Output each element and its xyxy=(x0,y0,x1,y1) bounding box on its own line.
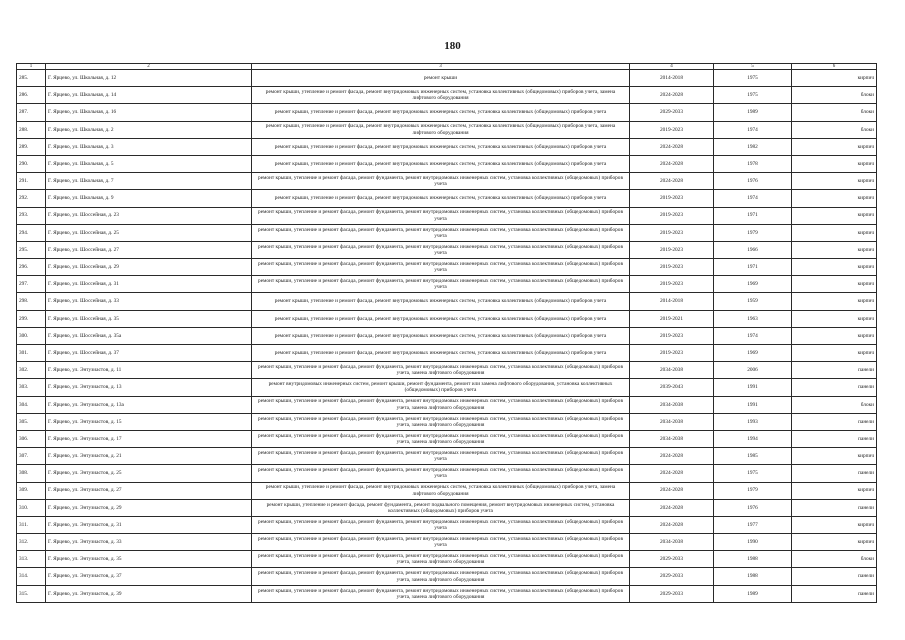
material-cell: кирпич xyxy=(792,310,877,327)
material-cell: панели xyxy=(792,362,877,379)
row-number: 309. xyxy=(17,482,46,499)
material-cell: панели xyxy=(792,568,877,585)
table-row xyxy=(17,551,877,568)
year-cell: 1976 xyxy=(714,499,792,516)
address-cell: Г. Ярцево, ул. Школьная, д. 16 xyxy=(46,104,252,121)
table-row xyxy=(17,448,877,465)
row-number: 310. xyxy=(17,499,46,516)
address-cell: Г. Ярцево, ул. Шоссейная, д. 33 xyxy=(46,293,252,310)
address-cell: Г. Ярцево, ул. Школьная, д. 3 xyxy=(46,138,252,155)
year-cell: 1974 xyxy=(714,121,792,138)
row-number: 303. xyxy=(17,379,46,396)
table-row xyxy=(17,534,877,551)
material-cell: панели xyxy=(792,465,877,482)
address-cell: Г. Ярцево, ул. Шоссейная, д. 29 xyxy=(46,259,252,276)
table-row xyxy=(17,138,877,155)
address-cell: Г. Ярцево, ул. Энтузиастов, д. 33 xyxy=(46,534,252,551)
period-cell: 2024-2028 xyxy=(630,499,714,516)
material-cell: блоки xyxy=(792,396,877,413)
year-cell: 1975 xyxy=(714,465,792,482)
column-header: 5 xyxy=(714,64,792,70)
period-cell: 2019-2023 xyxy=(630,121,714,138)
material-cell: кирпич xyxy=(792,173,877,190)
works-cell: ремонт крыши, утепление и ремонт фасада, ремонт фундамента, ремонт внутридомовых инженерных систем, установка коллективных (общедомовых) приборов учета, замена лифтового оборудования xyxy=(252,585,630,602)
material-cell: кирпич xyxy=(792,241,877,258)
row-number: 311. xyxy=(17,516,46,533)
table-row xyxy=(17,155,877,172)
material-cell: кирпич xyxy=(792,327,877,344)
period-cell: 2024-2028 xyxy=(630,155,714,172)
row-number: 286. xyxy=(17,87,46,104)
material-cell: панели xyxy=(792,585,877,602)
table-row xyxy=(17,224,877,241)
works-cell: ремонт крыши, утепление и ремонт фасада, ремонт фундамента, ремонт подвального помещения, ремонт внутридомовых инженерных систем, установка коллективных (общедомовых) приборов учета xyxy=(252,499,630,516)
address-cell: Г. Ярцево, ул. Энтузиастов, д. 11 xyxy=(46,362,252,379)
year-cell: 1975 xyxy=(714,70,792,87)
year-cell: 1977 xyxy=(714,516,792,533)
material-cell: блоки xyxy=(792,87,877,104)
year-cell: 1971 xyxy=(714,259,792,276)
table-row xyxy=(17,241,877,258)
row-number: 300. xyxy=(17,327,46,344)
year-cell: 1974 xyxy=(714,327,792,344)
year-cell: 1985 xyxy=(714,448,792,465)
row-number: 287. xyxy=(17,104,46,121)
works-cell: ремонт крыши, утепление и ремонт фасада, ремонт внутридомовых инженерных систем, установка коллективных (общедомовых) приборов учета xyxy=(252,155,630,172)
table-row xyxy=(17,568,877,585)
material-cell: панели xyxy=(792,430,877,447)
row-number: 298. xyxy=(17,293,46,310)
table-row xyxy=(17,413,877,430)
address-cell: Г. Ярцево, ул. Шоссейная, д. 35а xyxy=(46,327,252,344)
works-cell: ремонт крыши, утепление и ремонт фасада, ремонт внутридомовых инженерных систем, установка коллективных (общедомовых) приборов учета xyxy=(252,327,630,344)
period-cell: 2019-2023 xyxy=(630,190,714,207)
year-cell: 1975 xyxy=(714,87,792,104)
row-number: 307. xyxy=(17,448,46,465)
period-cell: 2019-2023 xyxy=(630,327,714,344)
row-number: 285. xyxy=(17,70,46,87)
works-cell: ремонт крыши, утепление и ремонт фасада, ремонт внутридомовых инженерных систем, установка коллективных (общедомовых) приборов учета, замена лифтового оборудования xyxy=(252,87,630,104)
period-cell: 2034-2038 xyxy=(630,430,714,447)
row-number: 302. xyxy=(17,362,46,379)
material-cell: кирпич xyxy=(792,345,877,362)
period-cell: 2024-2028 xyxy=(630,465,714,482)
period-cell: 2019-2021 xyxy=(630,310,714,327)
table-row xyxy=(17,465,877,482)
table-row xyxy=(17,585,877,602)
period-cell: 2019-2023 xyxy=(630,224,714,241)
capital-repair-table xyxy=(16,63,877,603)
works-cell: ремонт крыши, утепление и ремонт фасада, ремонт фундамента, ремонт внутридомовых инженерных систем, установка коллективных (общедомовых) приборов учета xyxy=(252,241,630,258)
works-cell: ремонт крыши, утепление и ремонт фасада, ремонт фундамента, ремонт внутридомовых инженерных систем, установка коллективных (общедомовых) приборов учета xyxy=(252,465,630,482)
table-row xyxy=(17,87,877,104)
table-row xyxy=(17,190,877,207)
address-cell: Г. Ярцево, ул. Энтузиастов, д. 13 xyxy=(46,379,252,396)
row-number: 290. xyxy=(17,155,46,172)
works-cell: ремонт крыши, утепление и ремонт фасада, ремонт фундамента, ремонт внутридомовых инженерных систем, установка коллективных (общедомовых) приборов учета xyxy=(252,516,630,533)
address-cell: Г. Ярцево, ул. Энтузиастов, д. 15 xyxy=(46,413,252,430)
address-cell: Г. Ярцево, ул. Энтузиастов, д. 37 xyxy=(46,568,252,585)
year-cell: 2006 xyxy=(714,362,792,379)
year-cell: 1978 xyxy=(714,155,792,172)
works-cell: ремонт крыши, утепление и ремонт фасада, ремонт фундамента, ремонт внутридомовых инженерных систем, установка коллективных (общедомовых) приборов учета xyxy=(252,534,630,551)
table-row xyxy=(17,362,877,379)
table-row xyxy=(17,70,877,87)
works-cell: ремонт крыши, утепление и ремонт фасада, ремонт внутридомовых инженерных систем, установка коллективных (общедомовых) приборов учета xyxy=(252,310,630,327)
year-cell: 1971 xyxy=(714,207,792,224)
period-cell: 2029-2033 xyxy=(630,568,714,585)
works-cell: ремонт крыши, утепление и ремонт фасада, ремонт фундамента, ремонт внутридомовых инженерных систем, установка коллективных (общедомовых) приборов учета, замена лифтового оборудования xyxy=(252,430,630,447)
column-header: 4 xyxy=(630,64,714,70)
address-cell: Г. Ярцево, ул. Шоссейная, д. 25 xyxy=(46,224,252,241)
period-cell: 2019-2023 xyxy=(630,259,714,276)
address-cell: Г. Ярцево, ул. Энтузиастов, д. 25 xyxy=(46,465,252,482)
year-cell: 1959 xyxy=(714,293,792,310)
table-row xyxy=(17,379,877,396)
material-cell: кирпич xyxy=(792,224,877,241)
table-row xyxy=(17,482,877,499)
year-cell: 1979 xyxy=(714,482,792,499)
year-cell: 1979 xyxy=(714,224,792,241)
works-cell: ремонт внутридомовых инженерных систем, ремонт крыши, ремонт фундамента, ремонт или замена лифтового оборудования, установка коллективных (общедомовых) приборов учета xyxy=(252,379,630,396)
period-cell: 2019-2023 xyxy=(630,241,714,258)
row-number: 292. xyxy=(17,190,46,207)
table-row xyxy=(17,207,877,224)
works-cell: ремонт крыши, утепление и ремонт фасада, ремонт внутридомовых инженерных систем, установка коллективных (общедомовых) приборов учета xyxy=(252,138,630,155)
year-cell: 1990 xyxy=(714,534,792,551)
table-row xyxy=(17,104,877,121)
row-number: 294. xyxy=(17,224,46,241)
year-cell: 1994 xyxy=(714,430,792,447)
address-cell: Г. Ярцево, ул. Энтузиастов, д. 27 xyxy=(46,482,252,499)
works-cell: ремонт крыши, утепление и ремонт фасада, ремонт фундамента, ремонт внутридомовых инженерных систем, установка коллективных (общедомовых) приборов учета, замена лифтового оборудования xyxy=(252,413,630,430)
year-cell: 1969 xyxy=(714,276,792,293)
address-cell: Г. Ярцево, ул. Шоссейная, д. 35 xyxy=(46,310,252,327)
material-cell: блоки xyxy=(792,121,877,138)
works-cell: ремонт крыши, утепление и ремонт фасада, ремонт внутридомовых инженерных систем, установка коллективных (общедомовых) приборов учета, замена лифтового оборудования xyxy=(252,121,630,138)
row-number: 289. xyxy=(17,138,46,155)
period-cell: 2029-2033 xyxy=(630,104,714,121)
table-row xyxy=(17,499,877,516)
period-cell: 2034-2038 xyxy=(630,534,714,551)
period-cell: 2034-2038 xyxy=(630,396,714,413)
address-cell: Г. Ярцево, ул. Энтузиастов, д. 35 xyxy=(46,551,252,568)
works-cell: ремонт крыши, утепление и ремонт фасада, ремонт внутридомовых инженерных систем, установка коллективных (общедомовых) приборов учета xyxy=(252,293,630,310)
material-cell: кирпич xyxy=(792,70,877,87)
row-number: 305. xyxy=(17,413,46,430)
address-cell: Г. Ярцево, ул. Энтузиастов, д. 29 xyxy=(46,499,252,516)
address-cell: Г. Ярцево, ул. Школьная, д. 12 xyxy=(46,70,252,87)
address-cell: Г. Ярцево, ул. Энтузиастов, д. 21 xyxy=(46,448,252,465)
works-cell: ремонт крыши, утепление и ремонт фасада, ремонт фундамента, ремонт внутридомовых инженерных систем, установка коллективных (общедомовых) приборов учета xyxy=(252,224,630,241)
works-cell: ремонт крыши, утепление и ремонт фасада, ремонт внутридомовых инженерных систем, установка коллективных (общедомовых) приборов учета xyxy=(252,345,630,362)
period-cell: 2029-2033 xyxy=(630,585,714,602)
material-cell: кирпич xyxy=(792,190,877,207)
period-cell: 2034-2038 xyxy=(630,413,714,430)
year-cell: 1989 xyxy=(714,104,792,121)
works-cell: ремонт крыши, утепление и ремонт фасада, ремонт фундамента, ремонт внутридомовых инженерных систем, установка коллективных (общедомовых) приборов учета xyxy=(252,448,630,465)
row-number: 304. xyxy=(17,396,46,413)
address-cell: Г. Ярцево, ул. Школьная, д. 7 xyxy=(46,173,252,190)
works-cell: ремонт крыши, утепление и ремонт фасада, ремонт фундамента, ремонт внутридомовых инженерных систем, установка коллективных (общедомовых) приборов учета xyxy=(252,173,630,190)
address-cell: Г. Ярцево, ул. Шоссейная, д. 37 xyxy=(46,345,252,362)
works-cell: ремонт крыши, утепление и ремонт фасада, ремонт внутридомовых инженерных систем, установка коллективных (общедомовых) приборов учета xyxy=(252,104,630,121)
year-cell: 1989 xyxy=(714,585,792,602)
row-number: 295. xyxy=(17,241,46,258)
row-number: 312. xyxy=(17,534,46,551)
period-cell: 2024-2028 xyxy=(630,173,714,190)
year-cell: 1991 xyxy=(714,396,792,413)
table-row xyxy=(17,396,877,413)
works-cell: ремонт крыши, утепление и ремонт фасада, ремонт фундамента, ремонт внутридомовых инженерных систем, установка коллективных (общедомовых) приборов учета, замена лифтового оборудования xyxy=(252,568,630,585)
row-number: 315. xyxy=(17,585,46,602)
address-cell: Г. Ярцево, ул. Школьная, д. 5 xyxy=(46,155,252,172)
year-cell: 1966 xyxy=(714,241,792,258)
address-cell: Г. Ярцево, ул. Шоссейная, д. 27 xyxy=(46,241,252,258)
period-cell: 2014-2018 xyxy=(630,293,714,310)
year-cell: 1991 xyxy=(714,379,792,396)
year-cell: 1988 xyxy=(714,568,792,585)
page-number: 180 xyxy=(444,40,461,52)
year-cell: 1969 xyxy=(714,345,792,362)
period-cell: 2019-2023 xyxy=(630,276,714,293)
address-cell: Г. Ярцево, ул. Школьная, д. 2 xyxy=(46,121,252,138)
row-number: 301. xyxy=(17,345,46,362)
material-cell: кирпич xyxy=(792,482,877,499)
address-cell: Г. Ярцево, ул. Энтузиастов, д. 17 xyxy=(46,430,252,447)
row-number: 314. xyxy=(17,568,46,585)
period-cell: 2014-2018 xyxy=(630,70,714,87)
period-cell: 2039-2043 xyxy=(630,379,714,396)
material-cell: кирпич xyxy=(792,293,877,310)
address-cell: Г. Ярцево, ул. Школьная, д. 9 xyxy=(46,190,252,207)
period-cell: 2024-2028 xyxy=(630,482,714,499)
table-row xyxy=(17,345,877,362)
year-cell: 1963 xyxy=(714,310,792,327)
works-cell: ремонт крыши, утепление и ремонт фасада, ремонт фундамента, ремонт внутридомовых инженерных систем, установка коллективных (общедомовых) приборов учета, замена лифтового оборудования xyxy=(252,362,630,379)
address-cell: Г. Ярцево, ул. Шоссейная, д. 31 xyxy=(46,276,252,293)
material-cell: панели xyxy=(792,499,877,516)
row-number: 299. xyxy=(17,310,46,327)
row-number: 293. xyxy=(17,207,46,224)
row-number: 296. xyxy=(17,259,46,276)
year-cell: 1988 xyxy=(714,551,792,568)
address-cell: Г. Ярцево, ул. Школьная, д. 14 xyxy=(46,87,252,104)
material-cell: панели xyxy=(792,379,877,396)
period-cell: 2029-2033 xyxy=(630,551,714,568)
works-cell: ремонт крыши, утепление и ремонт фасада, ремонт фундамента, ремонт внутридомовых инженерных систем, установка коллективных (общедомовых) приборов учета xyxy=(252,276,630,293)
material-cell: блоки xyxy=(792,551,877,568)
column-header: 6 xyxy=(792,64,877,70)
row-number: 308. xyxy=(17,465,46,482)
works-cell: ремонт крыши, утепление и ремонт фасада, ремонт внутридомовых инженерных систем, установка коллективных (общедомовых) приборов учета, замена лифтового оборудования xyxy=(252,482,630,499)
column-header: 3 xyxy=(252,64,630,70)
row-number: 288. xyxy=(17,121,46,138)
works-cell: ремонт крыши xyxy=(252,70,630,87)
table-row xyxy=(17,173,877,190)
column-header: 2 xyxy=(46,64,252,70)
material-cell: кирпич xyxy=(792,155,877,172)
material-cell: кирпич xyxy=(792,276,877,293)
table-row xyxy=(17,516,877,533)
material-cell: кирпич xyxy=(792,516,877,533)
year-cell: 1974 xyxy=(714,190,792,207)
period-cell: 2024-2028 xyxy=(630,516,714,533)
table-body xyxy=(17,64,877,603)
year-cell: 1976 xyxy=(714,173,792,190)
row-number: 306. xyxy=(17,430,46,447)
table-row xyxy=(17,293,877,310)
works-cell: ремонт крыши, утепление и ремонт фасада, ремонт фундамента, ремонт внутридомовых инженерных систем, установка коллективных (общедомовых) приборов учета, замена лифтового оборудования xyxy=(252,551,630,568)
row-number: 291. xyxy=(17,173,46,190)
row-number: 297. xyxy=(17,276,46,293)
address-cell: Г. Ярцево, ул. Энтузиастов, д. 31 xyxy=(46,516,252,533)
address-cell: Г. Ярцево, ул. Шоссейная, д. 23 xyxy=(46,207,252,224)
row-number: 313. xyxy=(17,551,46,568)
year-cell: 1982 xyxy=(714,138,792,155)
works-cell: ремонт крыши, утепление и ремонт фасада, ремонт фундамента, ремонт внутридомовых инженерных систем, установка коллективных (общедомовых) приборов учета xyxy=(252,259,630,276)
material-cell: кирпич xyxy=(792,259,877,276)
address-cell: Г. Ярцево, ул. Энтузиастов, д. 39 xyxy=(46,585,252,602)
material-cell: панели xyxy=(792,413,877,430)
period-cell: 2019-2023 xyxy=(630,207,714,224)
works-cell: ремонт крыши, утепление и ремонт фасада, ремонт фундамента, ремонт внутридомовых инженерных систем, установка коллективных (общедомовых) приборов учета xyxy=(252,207,630,224)
material-cell: кирпич xyxy=(792,138,877,155)
material-cell: кирпич xyxy=(792,534,877,551)
table-row xyxy=(17,276,877,293)
table-row xyxy=(17,121,877,138)
table-row xyxy=(17,259,877,276)
material-cell: блоки xyxy=(792,104,877,121)
table-row xyxy=(17,430,877,447)
period-cell: 2019-2023 xyxy=(630,345,714,362)
material-cell: кирпич xyxy=(792,207,877,224)
table-row xyxy=(17,310,877,327)
address-cell: Г. Ярцево, ул. Энтузиастов, д. 13а xyxy=(46,396,252,413)
period-cell: 2024-2028 xyxy=(630,138,714,155)
period-cell: 2034-2038 xyxy=(630,362,714,379)
works-cell: ремонт крыши, утепление и ремонт фасада, ремонт фундамента, ремонт внутридомовых инженерных систем, установка коллективных (общедомовых) приборов учета, замена лифтового оборудования xyxy=(252,396,630,413)
material-cell: кирпич xyxy=(792,448,877,465)
table-row xyxy=(17,327,877,344)
works-cell: ремонт крыши, утепление и ремонт фасада, ремонт внутридомовых инженерных систем, установка коллективных (общедомовых) приборов учета xyxy=(252,190,630,207)
period-cell: 2024-2028 xyxy=(630,87,714,104)
column-header: 1 xyxy=(17,64,46,70)
period-cell: 2024-2028 xyxy=(630,448,714,465)
year-cell: 1993 xyxy=(714,413,792,430)
